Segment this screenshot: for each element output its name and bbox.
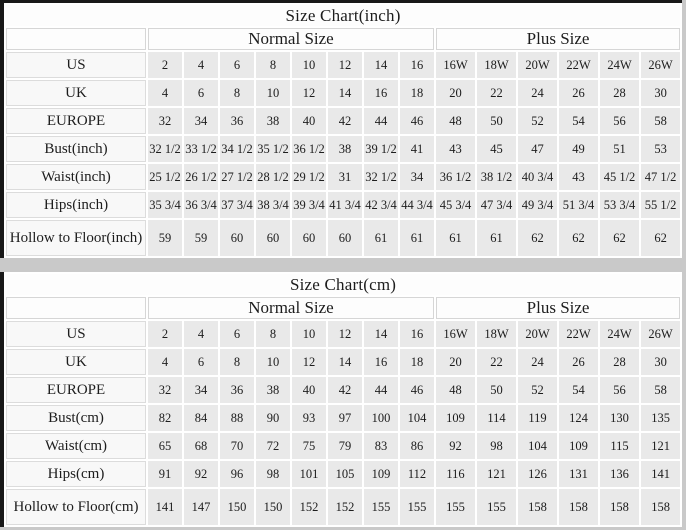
row-label: US <box>6 52 146 78</box>
plus-size-value: 53 3/4 <box>600 192 639 218</box>
row-label: UK <box>6 80 146 106</box>
normal-size-value: 4 <box>148 349 182 375</box>
normal-size-value: 32 <box>148 108 182 134</box>
normal-size-value: 60 <box>220 220 254 256</box>
normal-size-value: 42 <box>328 377 362 403</box>
plus-size-value: 61 <box>436 220 475 256</box>
plus-size-value: 49 3/4 <box>518 192 557 218</box>
plus-size-value: 61 <box>477 220 516 256</box>
normal-size-value: 16 <box>364 80 398 106</box>
size-row <box>6 80 680 106</box>
normal-size-value: 141 <box>148 489 182 525</box>
plus-size-value: 20W <box>518 52 557 78</box>
normal-size-value: 4 <box>148 80 182 106</box>
plus-size-value: 155 <box>477 489 516 525</box>
normal-size-value: 37 3/4 <box>220 192 254 218</box>
row-label: Waist(cm) <box>6 433 146 459</box>
normal-size-value: 10 <box>256 80 290 106</box>
normal-size-value: 112 <box>400 461 434 487</box>
plus-size-value: 131 <box>559 461 598 487</box>
normal-size-value: 26 1/2 <box>184 164 218 190</box>
normal-size-value: 4 <box>184 52 218 78</box>
size-row <box>6 461 680 487</box>
plus-size-value: 26W <box>641 52 680 78</box>
normal-size-value: 40 <box>292 377 326 403</box>
normal-size-value: 46 <box>400 108 434 134</box>
plus-size-value: 58 <box>641 108 680 134</box>
row-label: US <box>6 321 146 347</box>
plus-size-value: 16W <box>436 321 475 347</box>
row-label: Hips(cm) <box>6 461 146 487</box>
plus-size-value: 62 <box>518 220 557 256</box>
plus-size-value: 47 3/4 <box>477 192 516 218</box>
plus-size-value: 54 <box>559 377 598 403</box>
group-header-plus-size: Plus Size <box>436 297 680 319</box>
normal-size-value: 100 <box>364 405 398 431</box>
plus-size-value: 121 <box>641 433 680 459</box>
normal-size-value: 41 3/4 <box>328 192 362 218</box>
normal-size-value: 6 <box>184 80 218 106</box>
plus-size-value: 24W <box>600 321 639 347</box>
normal-size-value: 12 <box>328 321 362 347</box>
plus-size-value: 28 <box>600 349 639 375</box>
plus-size-value: 48 <box>436 377 475 403</box>
plus-size-value: 119 <box>518 405 557 431</box>
normal-size-value: 29 1/2 <box>292 164 326 190</box>
chart-title-row <box>6 5 680 26</box>
plus-size-value: 52 <box>518 108 557 134</box>
plus-size-value: 53 <box>641 136 680 162</box>
normal-size-value: 36 <box>220 108 254 134</box>
plus-size-value: 49 <box>559 136 598 162</box>
normal-size-value: 104 <box>400 405 434 431</box>
normal-size-value: 44 3/4 <box>400 192 434 218</box>
chart-title: Size Chart(inch) <box>6 5 680 26</box>
plus-size-value: 116 <box>436 461 475 487</box>
plus-size-value: 24 <box>518 349 557 375</box>
plus-size-value: 16W <box>436 52 475 78</box>
plus-size-value: 28 <box>600 80 639 106</box>
plus-size-value: 22W <box>559 52 598 78</box>
normal-size-value: 98 <box>256 461 290 487</box>
plus-size-value: 56 <box>600 377 639 403</box>
size-row <box>6 433 680 459</box>
plus-size-value: 109 <box>559 433 598 459</box>
normal-size-value: 72 <box>256 433 290 459</box>
normal-size-value: 32 <box>148 377 182 403</box>
normal-size-value: 8 <box>220 80 254 106</box>
plus-size-value: 121 <box>477 461 516 487</box>
normal-size-value: 61 <box>400 220 434 256</box>
normal-size-value: 34 <box>184 377 218 403</box>
size-chart-inch-table <box>0 0 682 258</box>
normal-size-value: 155 <box>400 489 434 525</box>
normal-size-value: 150 <box>256 489 290 525</box>
row-label: Bust(cm) <box>6 405 146 431</box>
row-label: Hollow to Floor(inch) <box>6 220 146 256</box>
normal-size-value: 91 <box>148 461 182 487</box>
normal-size-value: 97 <box>328 405 362 431</box>
normal-size-value: 109 <box>364 461 398 487</box>
corner-cell <box>6 297 146 319</box>
size-row <box>6 192 680 218</box>
row-label: Hips(inch) <box>6 192 146 218</box>
group-header-normal-size: Normal Size <box>148 297 434 319</box>
normal-size-value: 16 <box>400 321 434 347</box>
size-row <box>6 164 680 190</box>
normal-size-value: 36 3/4 <box>184 192 218 218</box>
normal-size-value: 68 <box>184 433 218 459</box>
normal-size-value: 34 <box>184 108 218 134</box>
normal-size-value: 14 <box>328 80 362 106</box>
plus-size-value: 20 <box>436 349 475 375</box>
plus-size-value: 114 <box>477 405 516 431</box>
plus-size-value: 40 3/4 <box>518 164 557 190</box>
normal-size-value: 25 1/2 <box>148 164 182 190</box>
normal-size-value: 60 <box>292 220 326 256</box>
normal-size-value: 79 <box>328 433 362 459</box>
plus-size-value: 26 <box>559 349 598 375</box>
normal-size-value: 36 1/2 <box>292 136 326 162</box>
plus-size-value: 22W <box>559 321 598 347</box>
plus-size-value: 62 <box>600 220 639 256</box>
plus-size-value: 30 <box>641 80 680 106</box>
plus-size-value: 62 <box>641 220 680 256</box>
row-label: Waist(inch) <box>6 164 146 190</box>
normal-size-value: 93 <box>292 405 326 431</box>
plus-size-value: 45 <box>477 136 516 162</box>
plus-size-value: 47 <box>518 136 557 162</box>
plus-size-value: 47 1/2 <box>641 164 680 190</box>
size-row <box>6 349 680 375</box>
plus-size-value: 52 <box>518 377 557 403</box>
normal-size-value: 12 <box>328 52 362 78</box>
normal-size-value: 90 <box>256 405 290 431</box>
row-label: Bust(inch) <box>6 136 146 162</box>
plus-size-value: 124 <box>559 405 598 431</box>
normal-size-value: 35 3/4 <box>148 192 182 218</box>
normal-size-value: 8 <box>256 321 290 347</box>
normal-size-value: 105 <box>328 461 362 487</box>
normal-size-value: 86 <box>400 433 434 459</box>
normal-size-value: 75 <box>292 433 326 459</box>
normal-size-value: 60 <box>256 220 290 256</box>
chart-title: Size Chart(cm) <box>6 274 680 295</box>
normal-size-value: 14 <box>364 52 398 78</box>
normal-size-value: 2 <box>148 321 182 347</box>
normal-size-value: 34 1/2 <box>220 136 254 162</box>
normal-size-value: 59 <box>184 220 218 256</box>
normal-size-value: 28 1/2 <box>256 164 290 190</box>
normal-size-value: 82 <box>148 405 182 431</box>
plus-size-value: 92 <box>436 433 475 459</box>
size-chart-inch-body <box>6 52 680 256</box>
normal-size-value: 10 <box>256 349 290 375</box>
normal-size-value: 96 <box>220 461 254 487</box>
size-chart-cm-table <box>0 272 682 527</box>
plus-size-value: 38 1/2 <box>477 164 516 190</box>
size-row <box>6 136 680 162</box>
normal-size-value: 60 <box>328 220 362 256</box>
plus-size-value: 43 <box>559 164 598 190</box>
normal-size-value: 70 <box>220 433 254 459</box>
normal-size-value: 65 <box>148 433 182 459</box>
plus-size-value: 45 3/4 <box>436 192 475 218</box>
plus-size-value: 48 <box>436 108 475 134</box>
size-row <box>6 405 680 431</box>
normal-size-value: 2 <box>148 52 182 78</box>
plus-size-value: 24W <box>600 52 639 78</box>
plus-size-value: 109 <box>436 405 475 431</box>
normal-size-value: 32 1/2 <box>148 136 182 162</box>
normal-size-value: 83 <box>364 433 398 459</box>
normal-size-value: 35 1/2 <box>256 136 290 162</box>
normal-size-value: 152 <box>292 489 326 525</box>
plus-size-value: 58 <box>641 377 680 403</box>
normal-size-value: 39 3/4 <box>292 192 326 218</box>
plus-size-value: 104 <box>518 433 557 459</box>
normal-size-value: 10 <box>292 52 326 78</box>
plus-size-value: 155 <box>436 489 475 525</box>
plus-size-value: 126 <box>518 461 557 487</box>
normal-size-value: 38 <box>328 136 362 162</box>
normal-size-value: 152 <box>328 489 362 525</box>
normal-size-value: 18 <box>400 349 434 375</box>
normal-size-value: 88 <box>220 405 254 431</box>
group-header-normal-size: Normal Size <box>148 28 434 50</box>
normal-size-value: 42 <box>328 108 362 134</box>
normal-size-value: 32 1/2 <box>364 164 398 190</box>
plus-size-value: 45 1/2 <box>600 164 639 190</box>
plus-size-value: 135 <box>641 405 680 431</box>
normal-size-value: 59 <box>148 220 182 256</box>
plus-size-value: 158 <box>559 489 598 525</box>
plus-size-value: 62 <box>559 220 598 256</box>
size-chart-cm-body <box>6 321 680 525</box>
normal-size-value: 61 <box>364 220 398 256</box>
normal-size-value: 84 <box>184 405 218 431</box>
plus-size-value: 136 <box>600 461 639 487</box>
plus-size-value: 18W <box>477 321 516 347</box>
plus-size-value: 26 <box>559 80 598 106</box>
row-label: Hollow to Floor(cm) <box>6 489 146 525</box>
plus-size-value: 24 <box>518 80 557 106</box>
normal-size-value: 42 3/4 <box>364 192 398 218</box>
size-row <box>6 52 680 78</box>
size-row <box>6 377 680 403</box>
normal-size-value: 46 <box>400 377 434 403</box>
group-header-row <box>6 28 680 50</box>
normal-size-value: 36 <box>220 377 254 403</box>
normal-size-value: 147 <box>184 489 218 525</box>
group-header-plus-size: Plus Size <box>436 28 680 50</box>
normal-size-value: 34 <box>400 164 434 190</box>
plus-size-value: 30 <box>641 349 680 375</box>
plus-size-value: 18W <box>477 52 516 78</box>
plus-size-value: 158 <box>600 489 639 525</box>
plus-size-value: 115 <box>600 433 639 459</box>
normal-size-value: 101 <box>292 461 326 487</box>
plus-size-value: 22 <box>477 80 516 106</box>
plus-size-value: 20 <box>436 80 475 106</box>
normal-size-value: 6 <box>220 321 254 347</box>
size-row <box>6 220 680 256</box>
normal-size-value: 10 <box>292 321 326 347</box>
plus-size-value: 22 <box>477 349 516 375</box>
plus-size-value: 56 <box>600 108 639 134</box>
normal-size-value: 39 1/2 <box>364 136 398 162</box>
group-header-row <box>6 297 680 319</box>
row-label: EUROPE <box>6 108 146 134</box>
normal-size-value: 92 <box>184 461 218 487</box>
normal-size-value: 38 <box>256 108 290 134</box>
normal-size-value: 6 <box>220 52 254 78</box>
plus-size-value: 51 3/4 <box>559 192 598 218</box>
plus-size-value: 50 <box>477 108 516 134</box>
normal-size-value: 12 <box>292 349 326 375</box>
plus-size-value: 98 <box>477 433 516 459</box>
normal-size-value: 12 <box>292 80 326 106</box>
plus-size-value: 141 <box>641 461 680 487</box>
plus-size-value: 36 1/2 <box>436 164 475 190</box>
plus-size-value: 50 <box>477 377 516 403</box>
normal-size-value: 4 <box>184 321 218 347</box>
normal-size-value: 6 <box>184 349 218 375</box>
normal-size-value: 33 1/2 <box>184 136 218 162</box>
corner-cell <box>6 28 146 50</box>
normal-size-value: 150 <box>220 489 254 525</box>
size-row <box>6 108 680 134</box>
normal-size-value: 155 <box>364 489 398 525</box>
plus-size-value: 20W <box>518 321 557 347</box>
plus-size-value: 158 <box>518 489 557 525</box>
normal-size-value: 38 <box>256 377 290 403</box>
normal-size-value: 41 <box>400 136 434 162</box>
size-row <box>6 321 680 347</box>
plus-size-value: 51 <box>600 136 639 162</box>
normal-size-value: 14 <box>364 321 398 347</box>
normal-size-value: 14 <box>328 349 362 375</box>
row-label: UK <box>6 349 146 375</box>
normal-size-value: 16 <box>400 52 434 78</box>
chart-title-row <box>6 274 680 295</box>
size-row <box>6 489 680 525</box>
normal-size-value: 27 1/2 <box>220 164 254 190</box>
plus-size-value: 54 <box>559 108 598 134</box>
normal-size-value: 8 <box>220 349 254 375</box>
normal-size-value: 18 <box>400 80 434 106</box>
normal-size-value: 38 3/4 <box>256 192 290 218</box>
row-label: EUROPE <box>6 377 146 403</box>
normal-size-value: 44 <box>364 108 398 134</box>
normal-size-value: 8 <box>256 52 290 78</box>
normal-size-value: 40 <box>292 108 326 134</box>
normal-size-value: 16 <box>364 349 398 375</box>
plus-size-value: 43 <box>436 136 475 162</box>
plus-size-value: 130 <box>600 405 639 431</box>
normal-size-value: 44 <box>364 377 398 403</box>
normal-size-value: 31 <box>328 164 362 190</box>
plus-size-value: 55 1/2 <box>641 192 680 218</box>
plus-size-value: 26W <box>641 321 680 347</box>
plus-size-value: 158 <box>641 489 680 525</box>
